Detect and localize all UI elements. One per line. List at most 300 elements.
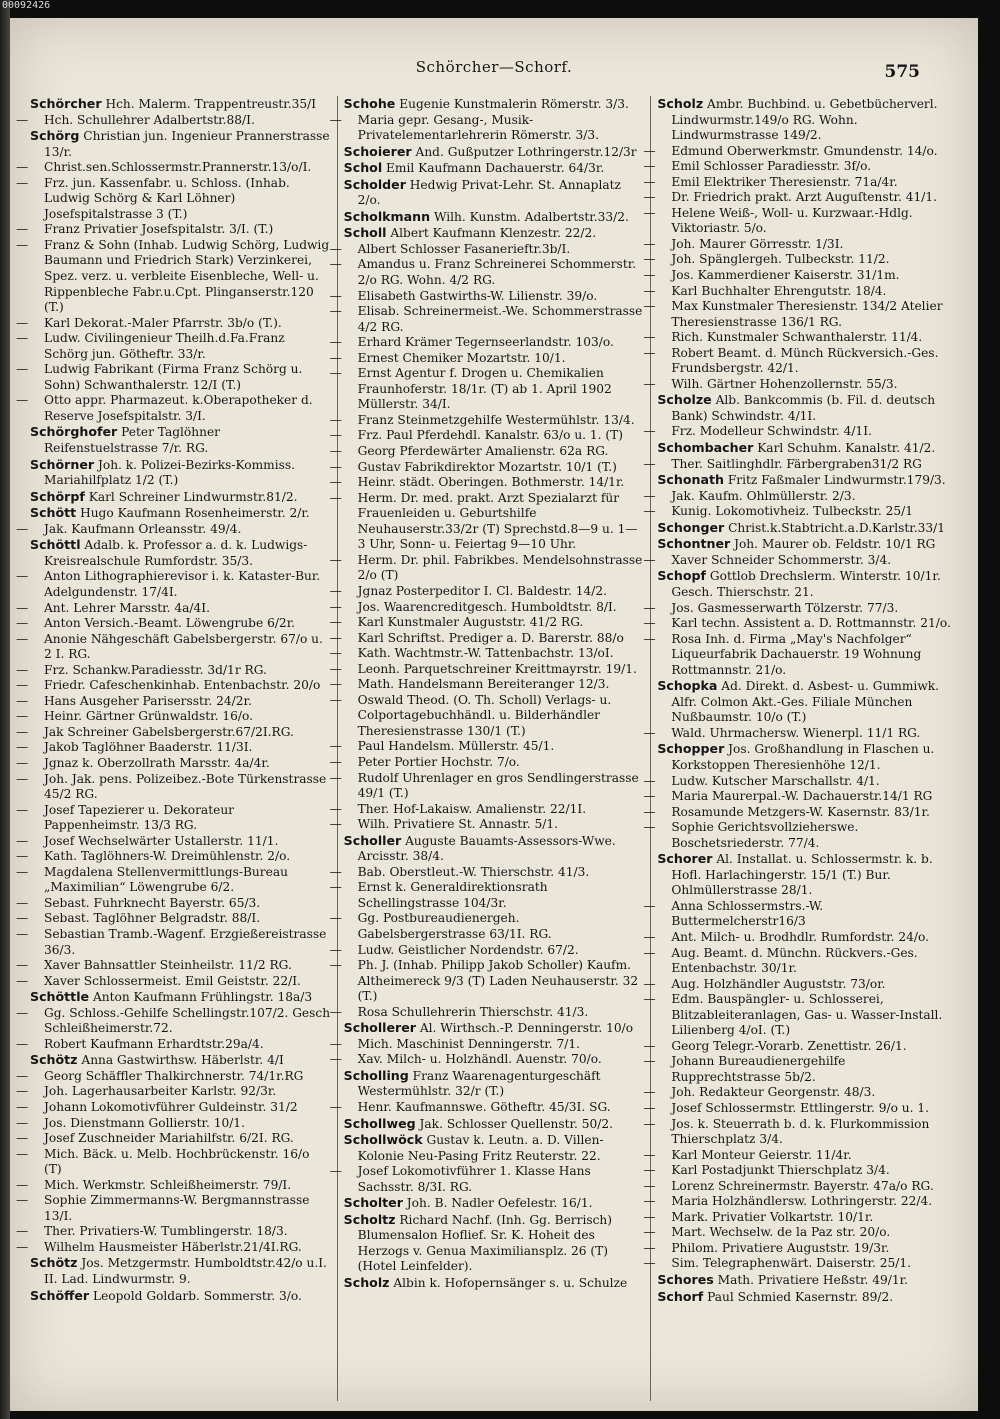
ditto-dash: — (643, 174, 656, 189)
ditto-dash: — (16, 175, 29, 190)
surname-heading: Schörpf (30, 488, 85, 504)
ditto-dash: — (16, 631, 29, 646)
ditto-dash: — (329, 911, 342, 926)
surname-heading: Scholter (343, 1195, 403, 1211)
directory-entry (329, 630, 645, 647)
ditto-dash: — (643, 299, 656, 314)
directory-entry (344, 209, 645, 226)
directory-entry (643, 1240, 958, 1257)
entry-text: Ludw. Geistlicher Nordendstr. 67/2. (357, 942, 579, 957)
entry-text: Emil Kaufmann Dachauerstr. 64/3r. (386, 161, 605, 176)
entry-text: Aug. Holzhändler Auguststr. 73/or. (671, 976, 886, 991)
entry-text: Philom. Privatiere Auguststr. 19/3r. (671, 1240, 890, 1255)
ditto-dash: — (16, 678, 29, 693)
directory-entry (16, 693, 331, 710)
running-head: Schörcher—Schorf. (415, 58, 573, 76)
ditto-dash: — (329, 241, 342, 256)
directory-entry (344, 1068, 645, 1100)
surname-heading: Schollwöck (343, 1132, 423, 1148)
ditto-dash: — (16, 662, 29, 677)
ditto-dash: — (329, 1100, 342, 1114)
directory-page (10, 18, 978, 1411)
directory-entry (344, 1275, 645, 1292)
entry-text: Edmund Oberwerkmstr. Gmundenstr. 14/o. (671, 143, 938, 158)
ditto-dash: — (16, 709, 29, 724)
ditto-dash: — (329, 1052, 342, 1067)
entry-text: Karl Postadjunkt Thierschplatz 3/4. (671, 1163, 890, 1178)
directory-entry (643, 1116, 958, 1148)
directory-entry (643, 1194, 958, 1210)
entry-text: Amandus u. Franz Schreinerei Schommerstr. 2/o RG. Wohn. 4/2 RG. (357, 257, 637, 288)
ditto-dash: — (643, 143, 656, 158)
directory-entry (329, 490, 645, 553)
entry-text: Gustav Fabrikdirektor Mozartstr. 10/1 (T.) (357, 459, 617, 474)
entry-text: Albert Schlosser Fasanerieftr.3b/I. (357, 241, 571, 256)
entry-text: Mark. Privatier Volkartstr. 10/1r. (671, 1209, 874, 1224)
ditto-dash: — (643, 236, 656, 251)
entry-text: Rudolf Uhrenlager en gros Sendlingerstrasse 49/1 (T.) (357, 770, 639, 801)
entry-text: Peter Portier Hochstr. 7/o. (357, 754, 520, 769)
ditto-dash: — (329, 350, 342, 365)
directory-entry (657, 741, 958, 773)
directory-entry (329, 599, 645, 616)
directory-entry (329, 880, 645, 911)
directory-entry (16, 237, 331, 316)
entry-text: Hch. Schullehrer Adalbertstr.88/I. (44, 112, 255, 127)
entry-text: Gg. Postbureaudienergeh. Gabelsbergerstrasse 63/1I. RG. (357, 911, 552, 941)
directory-entry (30, 537, 331, 569)
ditto-dash: — (329, 366, 342, 381)
directory-entry (643, 898, 958, 930)
ditto-dash: — (16, 1115, 29, 1130)
entry-text: Anton Versich.-Beamt. Löwengrube 6/2r. (44, 616, 296, 631)
entry-text: Wilhelm Hausmeister Häberlstr.21/4I.RG. (44, 1239, 302, 1254)
directory-entry (16, 569, 331, 600)
entry-text: Herm. Dr. med. prakt. Arzt Spezialarzt für Frauenleiden u. Geburtshilfe Neuhauserstr.33/2r (T) Sprechstd.8—9 u. 1—3 Uhr, Sonn- u. Feiertag 9—10 Uhr. (357, 490, 638, 552)
entry-text: Ph. J. (Inhab. Philipp Jakob Scholler) Kaufm. Altheimereck 9/3 (T) Laden Neuhauserstr. 32 (T.) (357, 958, 639, 1004)
entry-text: Albin k. Hofopernsänger s. u. Schulze (393, 1276, 628, 1291)
directory-entry (329, 615, 645, 631)
ditto-dash: — (643, 424, 656, 439)
ditto-dash: — (16, 740, 29, 755)
entry-text: Bab. Oberstleut.-W. Thierschstr. 41/3. (357, 864, 590, 879)
directory-entry (329, 304, 645, 335)
entry-text: Eugenie Kunstmalerin Römerstr. 3/3. (399, 97, 629, 111)
surname-heading: Schohe (343, 96, 396, 111)
ditto-dash: — (16, 833, 29, 848)
ditto-dash: — (643, 992, 656, 1007)
directory-entry (344, 1020, 645, 1037)
entry-text: Georg Pferdewärter Amalienstr. 62a RG. (357, 444, 609, 459)
entry-text: Ant. Lehrer Marsstr. 4a/4I. (44, 600, 210, 615)
directory-entry (16, 1177, 331, 1194)
ditto-dash: — (16, 1224, 29, 1239)
ditto-dash: — (329, 958, 342, 973)
ditto-dash: — (643, 1054, 656, 1069)
directory-entry (657, 536, 958, 553)
directory-entry (643, 1256, 958, 1272)
directory-entry (643, 1038, 958, 1055)
page-header (10, 58, 978, 88)
entry-text: Josef Tapezierer u. Dekorateur Pappenheimstr. 13/3 RG. (44, 802, 234, 833)
ditto-dash: — (643, 616, 656, 631)
directory-entry (643, 236, 958, 253)
entry-text: Alb. Bankcommis (b. Fil. d. deutsch Bank) Schwindstr. 4/1I. (671, 393, 936, 423)
directory-entry (16, 849, 331, 865)
ditto-dash: — (643, 898, 656, 913)
surname-heading: Scholling (343, 1067, 409, 1083)
directory-entry (16, 222, 331, 238)
ditto-dash: — (329, 490, 342, 505)
ditto-dash: — (16, 393, 29, 408)
directory-entry (329, 1036, 645, 1053)
entry-text: Sebastian Tramb.-Wagenf. Erzgießereistrasse 36/3. (44, 926, 327, 957)
columns (16, 96, 964, 1401)
directory-entry (30, 1255, 331, 1287)
ditto-dash: — (643, 631, 656, 646)
directory-entry (16, 600, 331, 617)
directory-entry (329, 552, 645, 584)
directory-entry (16, 362, 331, 393)
entry-text: Anonie Nähgeschäft Gabelsbergerstr. 67/o u. 2 I. RG. (44, 631, 323, 662)
ditto-dash: — (16, 973, 29, 988)
ditto-dash: — (329, 646, 342, 661)
entry-text: Wald. Uhrmachersw. Wienerpl. 11/1 RG. (671, 725, 921, 740)
surname-heading: Scholder (343, 176, 406, 192)
directory-entry (643, 1085, 958, 1101)
directory-entry (16, 1084, 331, 1100)
surname-heading: Schollweg (343, 1115, 416, 1131)
entry-text: Hch. Malerm. Trappentreustr.35/I (105, 97, 317, 111)
ditto-dash: — (643, 268, 656, 283)
entry-text: Aug. Beamt. d. Münchn. Rückvers.-Ges. Entenbachstr. 30/1r. (671, 945, 918, 976)
entry-text: Friedr. Cafeschenkinhab. Entenbachstr. 20/o (44, 678, 321, 693)
directory-entry (16, 926, 331, 958)
entry-text: Jak. Kaufm. Ohlmüllerstr. 2/3. (671, 488, 856, 503)
entry-text: Ludwig Fabrikant (Firma Franz Schörg u. Sohn) Schwanthalerstr. 12/I (T.) (44, 362, 303, 392)
directory-entry (657, 520, 958, 537)
entry-text: Josef Lokomotivführer 1. Klasse Hans Sachsstr. 8/3I. RG. (357, 1164, 591, 1194)
directory-entry (30, 424, 331, 456)
surname-heading: Scholler (343, 832, 402, 848)
directory-entry (643, 159, 958, 175)
entry-text: Lorenz Schreinermstr. Bayerstr. 47a/o RG. (671, 1178, 934, 1193)
entry-text: Joh. Jak. pens. Polizeibez.-Bote Türkenstrasse 45/2 RG. (44, 771, 327, 802)
entry-text: Gustav k. Leutn. a. D. Villen-Kolonie Neu-Pasing Fritz Reuterstr. 22. (357, 1133, 604, 1163)
ditto-dash: — (329, 692, 342, 707)
surname-heading: Schött (30, 505, 77, 521)
entry-text: Hedwig Privat-Lehr. St. Annaplatz 2/o. (357, 177, 621, 208)
directory-entry (643, 552, 958, 569)
entry-text: Jos. Gasmesserwarth Tölzerstr. 77/3. (671, 600, 899, 615)
directory-entry (643, 1209, 958, 1226)
ditto-dash: — (643, 330, 656, 345)
entry-text: Elisab. Schreinermeist.-We. Schommerstrasse 4/2 RG. (357, 304, 643, 334)
entry-text: Sophie Gerichtsvollzieherswe. Boschetsriederstr. 77/4. (671, 820, 859, 850)
directory-entry (16, 958, 331, 974)
directory-entry (329, 412, 645, 429)
ditto-dash: — (643, 1147, 656, 1162)
ditto-dash: — (643, 725, 656, 740)
entry-text: Robert Kaufmann Erhardtstr.29a/4. (44, 1036, 264, 1051)
directory-entry (329, 366, 645, 413)
directory-entry (16, 616, 331, 632)
surname-heading: Scholtz (343, 1211, 396, 1227)
directory-entry (657, 1272, 958, 1289)
ditto-dash: — (16, 911, 29, 926)
entry-text: Sebast. Taglöhner Belgradstr. 88/I. (44, 911, 261, 926)
entry-text: Emil Elektriker Theresienstr. 71a/4r. (671, 174, 898, 189)
directory-entry (16, 973, 331, 990)
directory-entry (643, 976, 958, 993)
entry-text: Magdalena Stellenvermittlungs-Bureau „Maximilian“ Löwengrube 6/2. (44, 864, 288, 895)
directory-entry (329, 444, 645, 460)
entry-text: Franz Waarenagenturgeschäft Westermühlstr. 32/r (T.) (357, 1068, 601, 1099)
surname-heading: Schötz (30, 1255, 78, 1271)
entry-text: Karl Kunstmaler Auguststr. 41/2 RG. (357, 615, 584, 630)
ditto-dash: — (329, 412, 342, 427)
entry-text: Wilh. Kunstm. Adalbertstr.33/2. (433, 209, 629, 224)
surname-heading: Schopf (657, 568, 706, 584)
scan-id: 00092426 (2, 0, 51, 11)
entry-text: Rich. Kunstmaler Schwanthalerstr. 11/4. (671, 330, 923, 345)
entry-text: Jos. Metzgermstr. Humboldtstr.42/o u.I. II. Lad. Lindwurmstr. 9. (44, 1256, 327, 1287)
entry-text: Karl Monteur Geierstr. 11/4r. (671, 1147, 852, 1162)
directory-entry (643, 456, 958, 473)
surname-heading: Schöffer (30, 1287, 90, 1303)
entry-text: Ther. Privatiers-W. Tumblingerstr. 18/3. (44, 1224, 288, 1239)
directory-entry (329, 692, 645, 740)
entry-text: Richard Nachf. (Inh. Gg. Berrisch) Blumensalon Hoflief. Sr. K. Hoheit des Herzogs v. Genua Maximiliansplz. 26 (T) (Hotel Leinfelder). (357, 1212, 613, 1274)
directory-entry (16, 678, 331, 694)
entry-text: Josef Wechselwärter Ustallerstr. 11/1. (44, 833, 279, 848)
directory-entry (344, 1195, 645, 1212)
ditto-dash: — (16, 1036, 29, 1051)
directory-entry (643, 1054, 958, 1085)
ditto-dash: — (643, 488, 656, 503)
entry-text: Joh. Spänglergeh. Tulbeckstr. 11/2. (671, 252, 890, 267)
entry-text: Karl Schriftst. Prediger a. D. Barerstr. 88/o (357, 630, 624, 645)
directory-entry (16, 755, 331, 772)
directory-entry (329, 801, 645, 818)
surname-heading: Schöttle (30, 989, 90, 1005)
surname-heading: Schopka (657, 678, 718, 694)
entry-text: Karl Schuhm. Kanalstr. 41/2. (757, 441, 936, 456)
entry-text: Joh. Maurer ob. Feldstr. 10/1 RG (734, 537, 936, 552)
directory-entry (643, 424, 958, 440)
directory-entry (16, 724, 331, 741)
entry-text: Ther. Hof-Lakaisw. Amalienstr. 22/1I. (357, 801, 587, 816)
directory-entry (329, 677, 645, 693)
surname-heading: Schol (343, 160, 383, 176)
directory-entry (329, 646, 645, 662)
ditto-dash: — (329, 428, 342, 443)
ditto-dash: — (329, 444, 342, 459)
ditto-dash: — (329, 1036, 342, 1051)
ditto-dash: — (16, 616, 29, 631)
directory-entry (643, 376, 958, 393)
directory-entry (643, 1163, 958, 1179)
entry-text: Rosamunde Metzgers-W. Kasernstr. 83/1r. (671, 804, 930, 819)
entry-text: Emil Schlosser Paradiesstr. 3f/o. (671, 159, 872, 174)
entry-text: Jos. Kammerdiener Kaiserstr. 31/1m. (671, 268, 900, 283)
entry-text: Jak Schreiner Gabelsbergerstr.67/2I.RG. (44, 724, 294, 739)
ditto-dash: — (329, 335, 342, 350)
entry-text: Frz. Schankw.Paradiesstr. 3d/1r RG. (44, 662, 267, 677)
directory-entry (329, 1164, 645, 1195)
directory-entry (643, 773, 958, 790)
ditto-dash: — (16, 958, 29, 973)
directory-entry (643, 205, 958, 237)
ditto-dash: — (643, 376, 656, 391)
ditto-dash: — (329, 880, 342, 895)
ditto-dash: — (329, 770, 342, 785)
entry-text: Maria gepr. Gesang-, Musik-Privatelementarlehrerin Römerstr. 3/3. (357, 112, 600, 143)
ditto-dash: — (16, 315, 29, 330)
directory-entry (657, 678, 958, 726)
entry-text: Jos. k. Steuerrath b. d. k. Flurkommission Thierschplatz 3/4. (671, 1116, 930, 1147)
entry-text: Al. Installat. u. Schlossermstr. k. b. Hofl. Harlachingerstr. 15/1 (T.) Bur. Ohlmüllerstrasse 28/1. (671, 852, 933, 898)
directory-entry (329, 475, 645, 491)
ditto-dash: — (16, 802, 29, 817)
entry-text: Helene Weiß-, Woll- u. Kurzwaar.-Hdlg. Viktoriastr. 5/o. (671, 205, 913, 236)
entry-text: Oswald Theod. (O. Th. Scholl) Verlags- u. Colportagebuchhändl. u. Bilderhändler Theresienstrasse 130/1 (T.) (357, 692, 612, 738)
directory-entry (30, 505, 331, 522)
entry-text: Al. Wirthsch.-P. Denningerstr. 10/o (419, 1021, 634, 1036)
directory-entry (329, 1100, 645, 1116)
surname-heading: Scholze (657, 392, 712, 408)
entry-text: Kunig. Lokomotivheiz. Tulbeckstr. 25/1 (671, 504, 914, 519)
column-2 (329, 96, 652, 1401)
surname-heading: Schontner (657, 536, 731, 552)
directory-entry (643, 283, 958, 300)
ditto-dash: — (643, 1256, 656, 1271)
directory-entry (16, 662, 331, 679)
ditto-dash: — (16, 1193, 29, 1208)
directory-entry (16, 1224, 331, 1240)
entry-text: Xaver Bahnsattler Steinheilstr. 11/2 RG. (44, 958, 292, 973)
entry-text: Henr. Kaufmannswe. Götheftr. 45/3I. SG. (357, 1100, 611, 1114)
directory-entry (16, 709, 331, 725)
directory-entry (643, 929, 958, 946)
entry-text: Mart. Wechselw. de la Paz str. 20/o. (671, 1225, 891, 1240)
surname-heading: Scholl (343, 225, 387, 241)
entry-text: Ant. Milch- u. Brodhdlr. Rumfordstr. 24/o. (671, 929, 929, 944)
directory-entry (329, 350, 645, 367)
ditto-dash: — (643, 1116, 656, 1131)
column-1 (16, 96, 338, 1401)
directory-entry (16, 740, 331, 756)
entry-text: Elisabeth Gastwirths-W. Lilienstr. 39/o. (357, 288, 598, 303)
entry-text: Joh. Redakteur Georgenstr. 48/3. (671, 1085, 876, 1100)
directory-entry (329, 241, 645, 258)
directory-entry (344, 144, 645, 161)
entry-text: Georg Schäffler Thalkirchnerstr. 74/1r.RG (44, 1068, 304, 1083)
ditto-dash: — (16, 362, 29, 377)
directory-entry (329, 257, 645, 288)
directory-entry (643, 631, 958, 679)
directory-entry (16, 771, 331, 803)
entry-text: Anna Gastwirthsw. Häberlstr. 4/I (81, 1053, 284, 1068)
directory-entry (657, 472, 958, 489)
surname-heading: Schöttl (30, 537, 81, 553)
entry-text: Math. Privatiere Heßstr. 49/1r. (717, 1273, 908, 1288)
ditto-dash: — (329, 1164, 342, 1179)
entry-text: Peter Taglöhner Reifenstuelstrasse 7/r. RG. (44, 425, 221, 456)
ditto-dash: — (643, 1225, 656, 1240)
surname-heading: Schötz (30, 1052, 78, 1068)
entry-text: Joh. Maurer Görresstr. 1/3I. (671, 236, 844, 251)
ditto-dash: — (16, 693, 29, 708)
entry-text: Franz Privatier Josefspitalstr. 3/I. (T.) (44, 222, 274, 237)
entry-text: Franz & Sohn (Inhab. Ludwig Schörg, Ludwig Baumann und Friedrich Stark) Verzinkerei, Spez. verz. u. verbleite Eisenbleche, Well- u. Rippenbleche Fabr.u.Cpt. Plinganserstr.120 (T.) (44, 237, 330, 315)
directory-entry (16, 802, 331, 834)
entry-text: Ludw. Kutscher Marschallstr. 4/1. (671, 773, 880, 788)
entry-text: Rosa Schullehrerin Thierschstr. 41/3. (357, 1004, 589, 1019)
directory-entry (329, 958, 645, 1005)
directory-entry (16, 631, 331, 663)
ditto-dash: — (643, 804, 656, 819)
ditto-dash: — (643, 945, 656, 960)
entry-text: Hugo Kaufmann Rosenheimerstr. 2/r. (80, 506, 310, 521)
directory-entry (16, 1131, 331, 1147)
ditto-dash: — (16, 1239, 29, 1254)
ditto-dash: — (16, 1177, 29, 1192)
directory-entry (657, 440, 958, 457)
directory-entry (16, 112, 331, 129)
directory-entry (16, 1068, 331, 1085)
ditto-dash: — (16, 895, 29, 910)
entry-text: Jak. Kaufmann Orleansstr. 49/4. (44, 521, 242, 536)
entry-text: Johann Bureaudienergehilfe Rupprechtstrasse 5b/2. (671, 1054, 846, 1084)
entry-text: Ambr. Buchbind. u. Gebetbücherverl. Lindwurmstr.149/o RG. Wohn. Lindwurmstrasse 149/2. (671, 97, 938, 143)
ditto-dash: — (643, 1178, 656, 1193)
ditto-dash: — (643, 1101, 656, 1115)
entry-text: Ther. Saitlinghdlr. Färbergraben31/2 RG (671, 456, 922, 471)
directory-entry (30, 989, 331, 1006)
directory-entry (16, 175, 331, 223)
surname-heading: Scholkmann (343, 208, 431, 224)
ditto-dash: — (329, 475, 342, 490)
directory-entry (30, 457, 331, 489)
page-number: 575 (884, 62, 920, 82)
entry-text: Joh. B. Nadler Oefelestr. 16/1. (406, 1196, 593, 1211)
ditto-dash: — (329, 599, 342, 614)
entry-text: Math. Handelsmann Bereiteranger 12/3. (357, 677, 610, 692)
page-edge (0, 0, 10, 1419)
entry-text: Joh. k. Polizei-Bezirks-Kommiss. Mariahilfplatz 1/2 (T.) (44, 457, 295, 488)
directory-entry (329, 583, 645, 600)
directory-entry (16, 1193, 331, 1224)
entry-text: Ludw. Civilingenieur Theilh.d.Fa.Franz Schörg jun. Götheftr. 33/r. (44, 331, 285, 361)
entry-text: Albert Kaufmann Klenzestr. 22/2. (390, 226, 597, 241)
directory-entry (16, 1036, 331, 1053)
directory-entry (329, 864, 645, 881)
directory-entry (30, 128, 331, 160)
directory-entry (344, 96, 645, 113)
ditto-dash: — (643, 252, 656, 267)
ditto-dash: — (16, 864, 29, 879)
directory-entry (643, 345, 958, 377)
entry-text: Karl Schreiner Lindwurmstr.81/2. (88, 489, 298, 504)
ditto-dash: — (329, 661, 342, 676)
directory-entry (329, 770, 645, 802)
entry-text: Jgnaz Posterpeditor I. Cl. Baldestr. 14/2. (357, 583, 607, 598)
entry-text: Christ.sen.Schlossermstr.Prannerstr.13/o/I. (44, 160, 312, 175)
entry-text: Leonh. Parquetschreiner Kreittmayrstr. 19/1. (357, 661, 637, 676)
directory-entry (643, 330, 958, 346)
entry-text: Mich. Bäck. u. Melb. Hochbrückenstr. 16/o (T) (44, 1146, 310, 1177)
